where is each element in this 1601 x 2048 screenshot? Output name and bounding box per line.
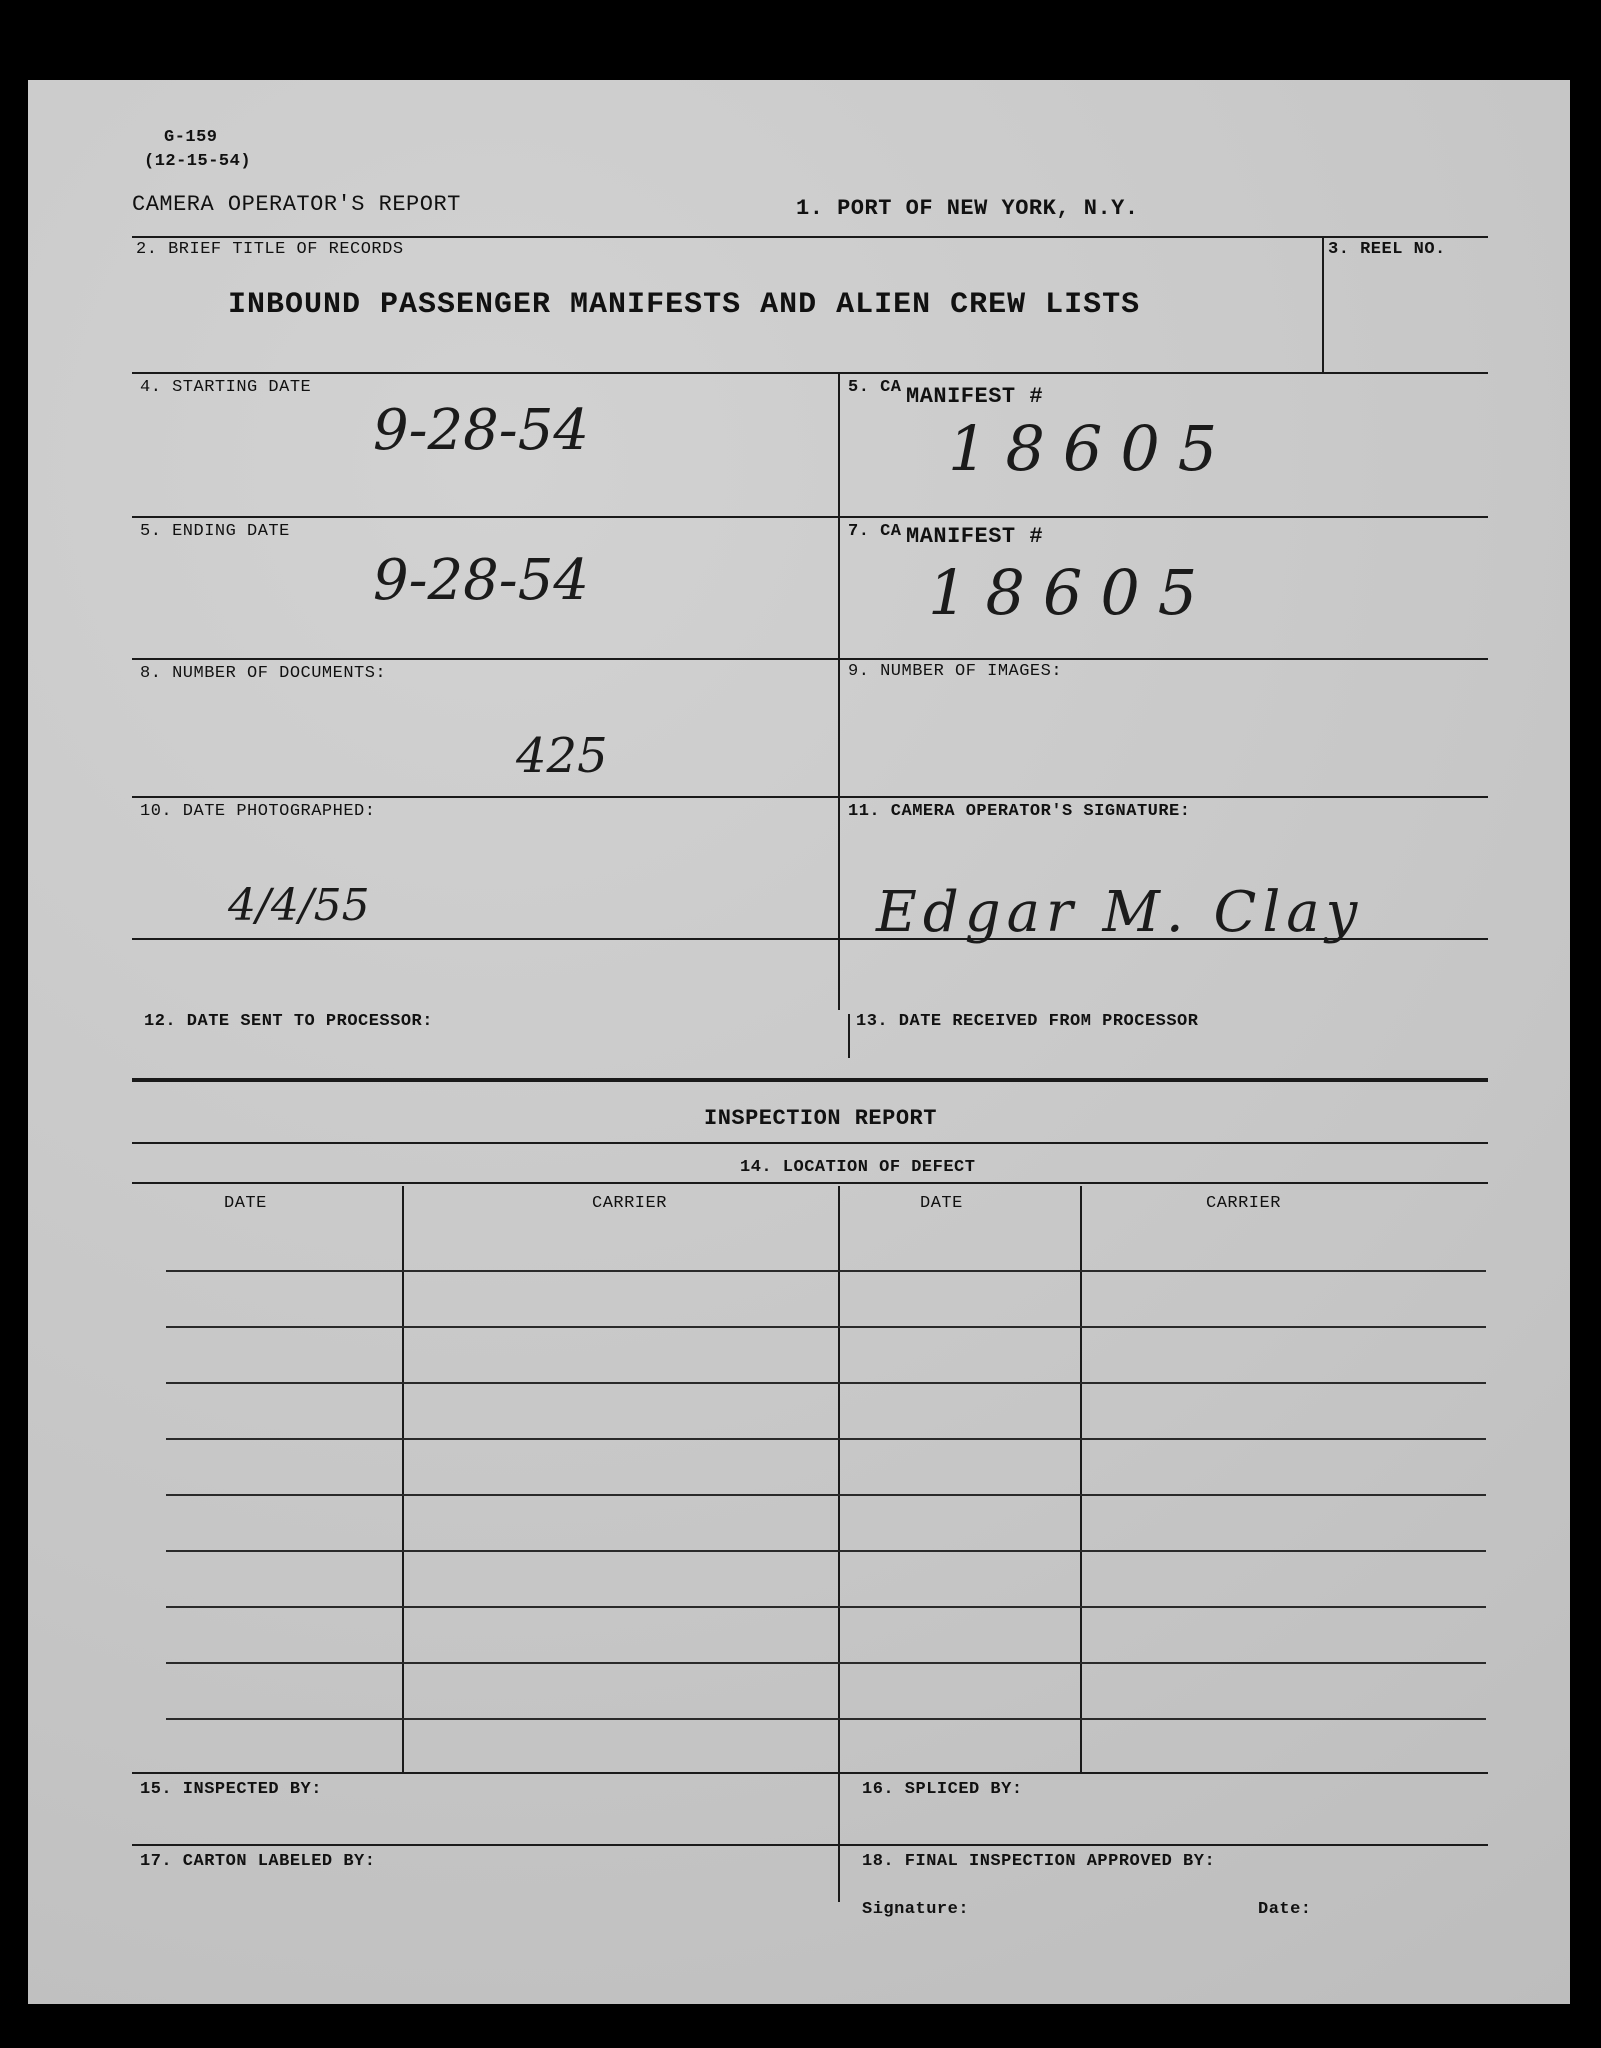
divider [132,1182,1488,1184]
table-row [166,1438,1486,1440]
table-row [166,1550,1486,1552]
date-photographed-value: 4/4/55 [228,880,370,931]
divider [838,374,840,1010]
ending-carrier-label: 7. CA [848,522,902,541]
location-of-defect-label: 14. LOCATION OF DEFECT [740,1158,976,1177]
ending-date-value: 9-28-54 [373,548,589,613]
reel-no-label: 3. REEL NO. [1328,240,1446,259]
date-photographed-label: 10. DATE PHOTOGRAPHED: [140,802,376,821]
divider [132,1772,1488,1774]
table-row [166,1270,1486,1272]
ending-manifest-label: MANIFEST # [906,524,1044,549]
date-received-label: 13. DATE RECEIVED FROM PROCESSOR [856,1012,1199,1031]
divider [132,372,1488,374]
date-label: Date: [1258,1900,1312,1919]
table-row [166,1718,1486,1720]
form-title: CAMERA OPERATOR'S REPORT [132,192,461,217]
divider [132,1142,1488,1144]
form-code: G-159 [164,128,218,147]
divider [132,658,1488,660]
divider [1080,1186,1082,1772]
divider [132,938,1488,940]
ending-manifest-value: 18605 [928,556,1216,629]
starting-carrier-label: 5. CA [848,378,902,397]
signature-label: Signature: [862,1900,970,1919]
divider [132,1078,1488,1082]
divider [838,1186,840,1902]
table-row [166,1494,1486,1496]
brief-title-value: INBOUND PASSENGER MANIFESTS AND ALIEN CREW LISTS [228,288,1141,322]
spliced-by-label: 16. SPLICED BY: [862,1780,1023,1799]
column-header-date: DATE [920,1194,963,1213]
num-documents-label: 8. NUMBER OF DOCUMENTS: [140,664,387,683]
final-inspection-label: 18. FINAL INSPECTION APPROVED BY: [862,1852,1216,1871]
divider [132,516,1488,518]
divider [1322,236,1324,374]
date-sent-label: 12. DATE SENT TO PROCESSOR: [144,1012,433,1031]
inspection-title: INSPECTION REPORT [704,1106,937,1131]
table-row [166,1382,1486,1384]
form-page [28,80,1570,2004]
inspected-by-label: 15. INSPECTED BY: [140,1780,322,1799]
brief-title-label: 2. BRIEF TITLE OF RECORDS [136,240,404,259]
table-row [166,1606,1486,1608]
divider [848,1014,850,1058]
ending-date-label: 5. ENDING DATE [140,522,290,541]
starting-date-value: 9-28-54 [373,398,589,463]
table-row [166,1326,1486,1328]
starting-manifest-value: 18605 [948,412,1236,485]
divider [132,796,1488,798]
carton-labeled-label: 17. CARTON LABELED BY: [140,1852,376,1871]
divider [132,1844,1488,1846]
camera-operator-signature-value: Edgar M. Clay [876,880,1364,945]
port-label: 1. PORT OF NEW YORK, N.Y. [796,196,1139,221]
num-documents-value: 425 [516,728,608,784]
column-header-carrier: CARRIER [592,1194,667,1213]
table-row [166,1662,1486,1664]
column-header-date: DATE [224,1194,267,1213]
camera-operator-signature-label: 11. CAMERA OPERATOR'S SIGNATURE: [848,802,1191,821]
divider [402,1186,404,1772]
num-images-label: 9. NUMBER OF IMAGES: [848,662,1063,681]
divider [132,236,1488,238]
starting-date-label: 4. STARTING DATE [140,378,312,397]
form-revision: (12-15-54) [144,152,252,171]
column-header-carrier: CARRIER [1206,1194,1281,1213]
starting-manifest-label: MANIFEST # [906,384,1044,409]
